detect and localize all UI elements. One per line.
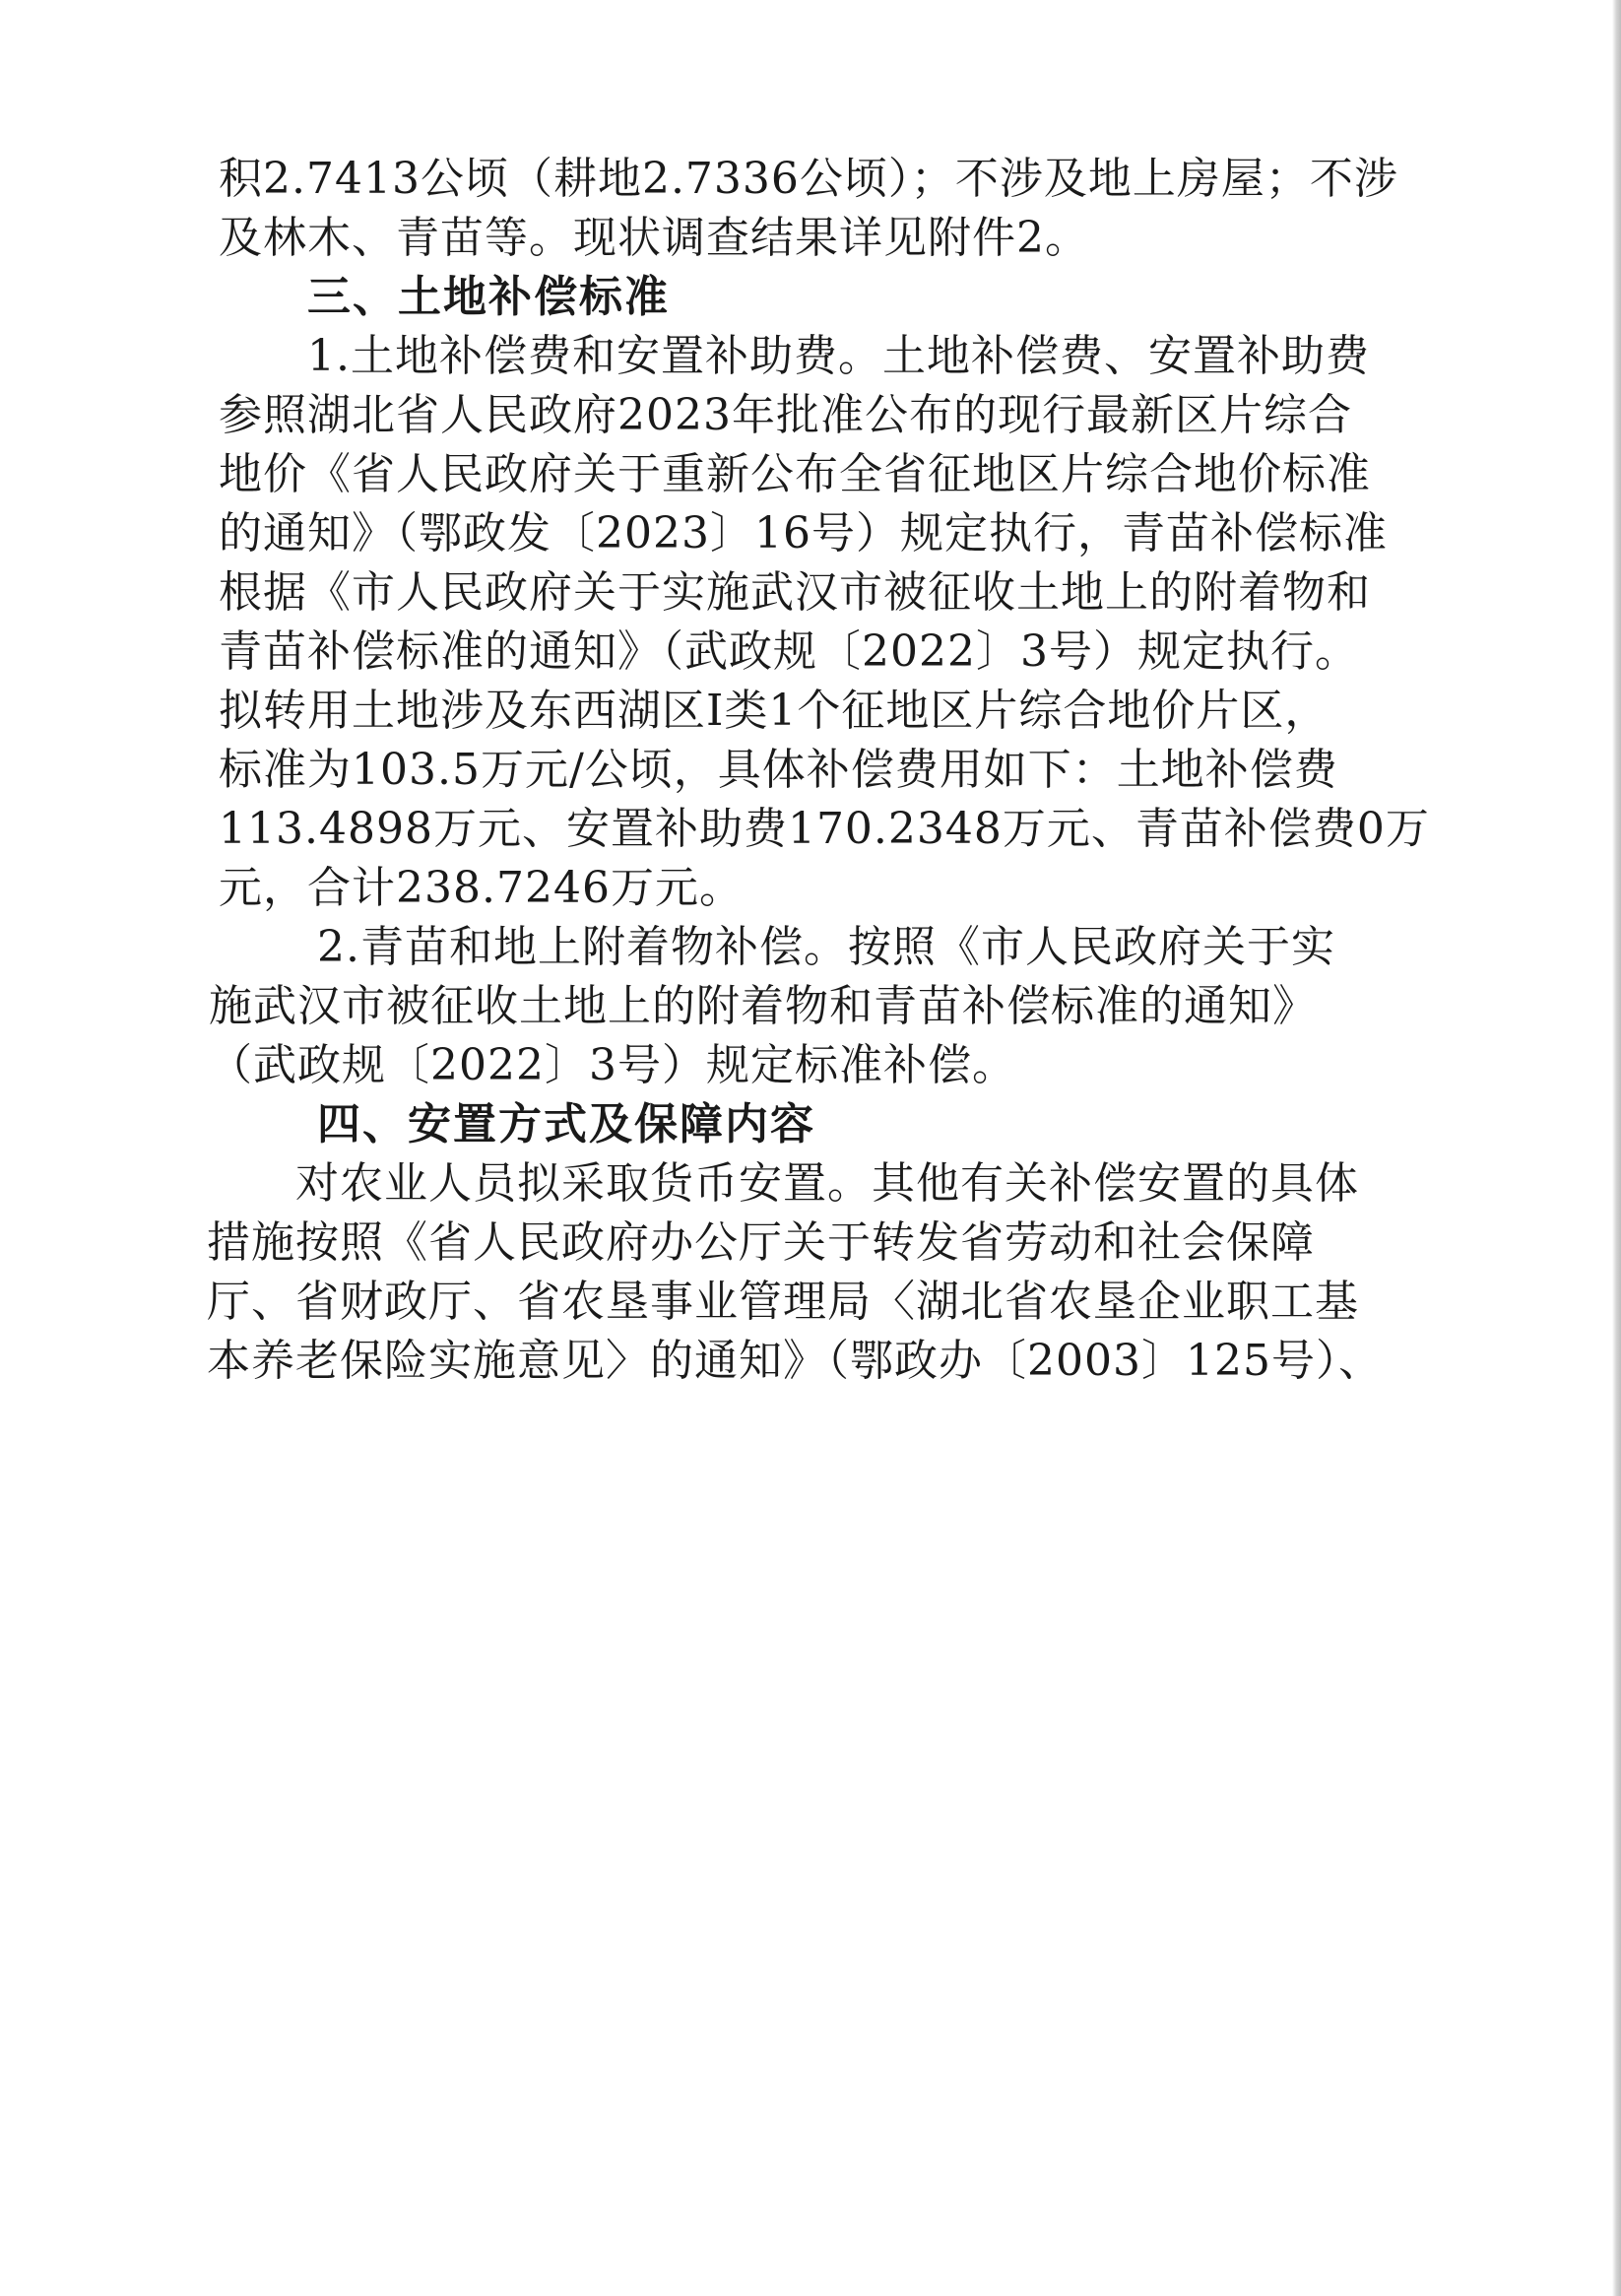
body-text-line: 拟转用土地涉及东西湖区Ⅰ类1个征地区片综合地价片区，: [219, 686, 1329, 736]
body-text-line: 施武汉市被征收土地上的附着物和青苗补偿标准的通知》: [209, 981, 1317, 1031]
body-text-line: 及林木、青苗等。现状调查结果详见附件2。: [219, 213, 1089, 263]
scan-page-edge: [1612, 0, 1621, 2296]
body-text-line: 对农业人员拟采取货币安置。其他有关补偿安置的具体: [295, 1158, 1359, 1209]
body-text-line: 地价《省人民政府关于重新公布全省征地区片综合地价标准: [219, 449, 1371, 499]
body-text-line: 标准为103.5万元/公顷，具体补偿费用如下：土地补偿费: [219, 745, 1338, 795]
body-text-line: 厅、省财政厅、省农垦事业管理局〈湖北省农垦企业职工基: [207, 1277, 1359, 1327]
body-text-line: 的通知》（鄂政发〔2023〕16号）规定执行，青苗补偿标准: [219, 508, 1388, 558]
body-text-line: （武政规〔2022〕3号）规定标准补偿。: [209, 1040, 1016, 1090]
body-text-line: 根据《市人民政府关于实施武汉市被征收土地上的附着物和: [219, 567, 1371, 618]
body-text-line: 措施按照《省人民政府办公厅关于转发省劳动和社会保障: [207, 1217, 1315, 1268]
body-text-line: 1.土地补偿费和安置补助费。土地补偿费、安置补助费: [307, 331, 1370, 381]
section-heading-land-compensation: 三、土地补偿标准: [307, 272, 670, 322]
body-text-line: 积2.7413公顷（耕地2.7336公顷）；不涉及地上房屋；不涉: [219, 154, 1398, 204]
body-text-line: 参照湖北省人民政府2023年批准公布的现行最新区片综合: [219, 390, 1352, 440]
body-text-line: 本养老保险实施意见〉的通知》（鄂政办〔2003〕125号）、: [207, 1336, 1383, 1386]
section-heading-resettlement: 四、安置方式及保障内容: [317, 1099, 815, 1149]
body-text-line: 青苗补偿标准的通知》（武政规〔2022〕3号）规定执行。: [219, 626, 1359, 677]
body-text-line: 元，合计238.7246万元。: [219, 863, 744, 913]
body-text-line: 2.青苗和地上附着物补偿。按照《市人民政府关于实: [317, 922, 1335, 972]
body-text-line: 113.4898万元、安置补助费170.2348万元、青苗补偿费0万: [219, 804, 1430, 854]
